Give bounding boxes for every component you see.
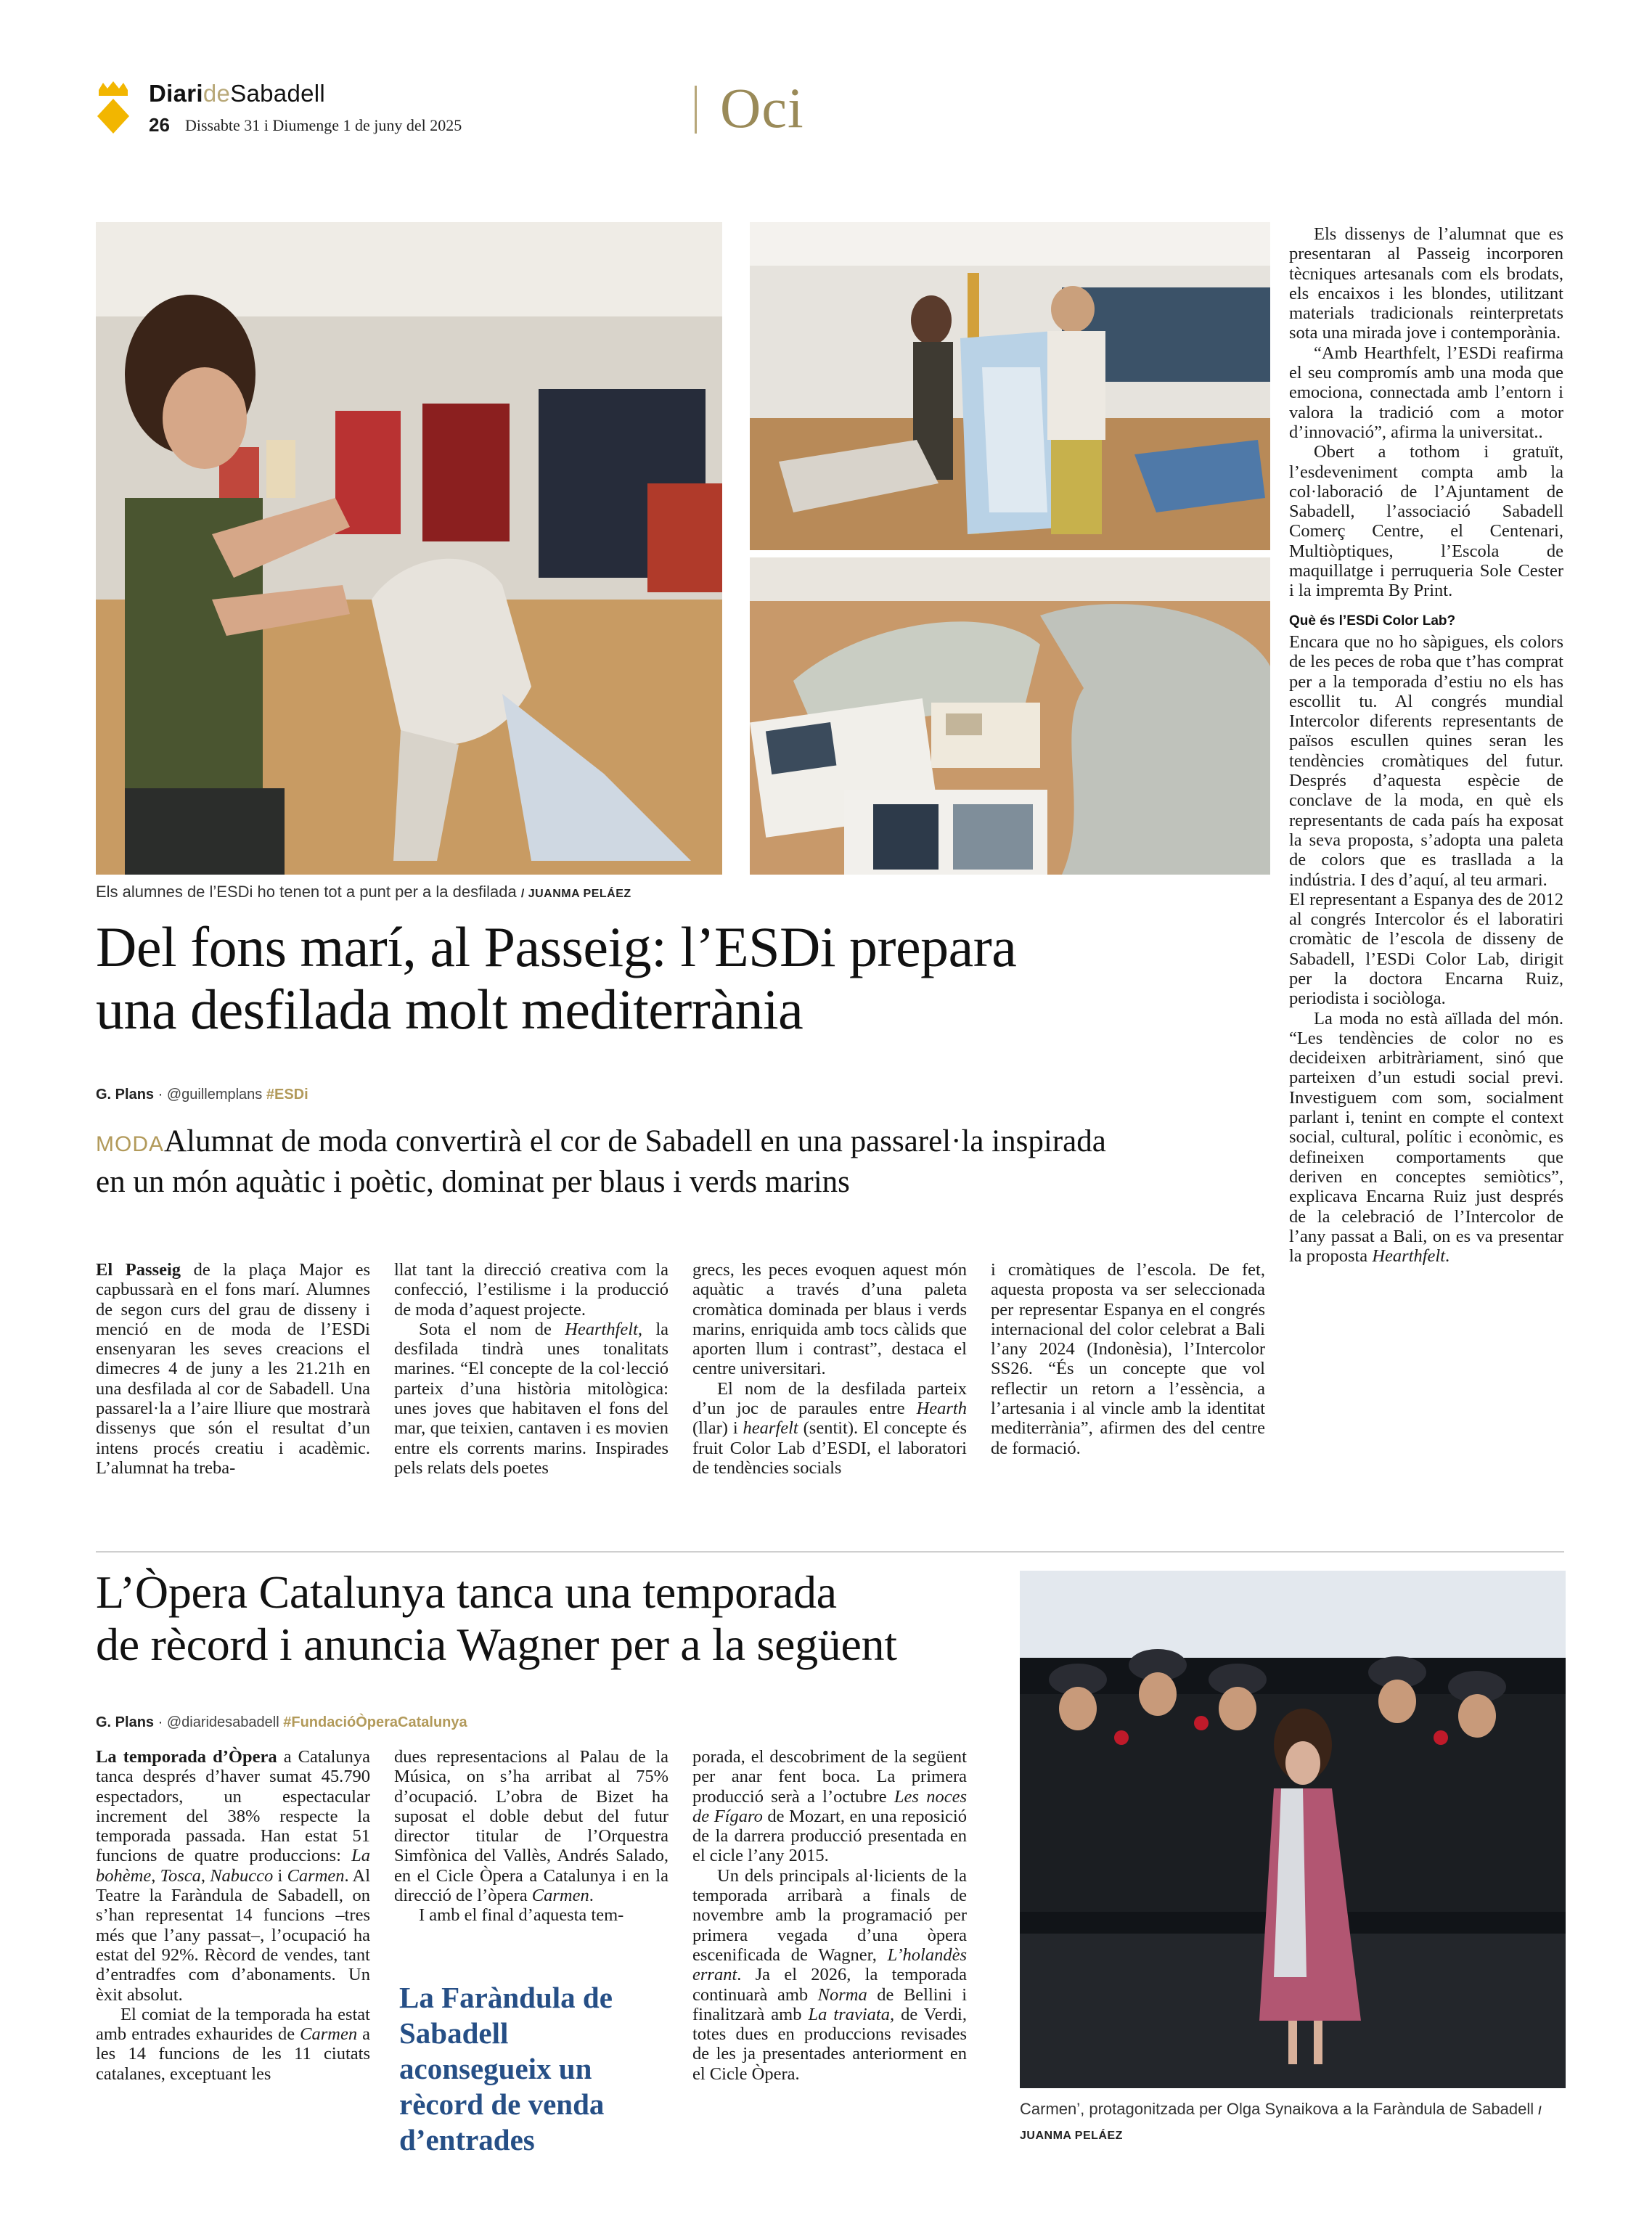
hashtag[interactable]: #FundacióÒperaCatalunya [283,1714,467,1730]
paragraph-text: (sentit). El concepte és fruit Color Lab d’ESDI, el laboratori de tendències socials [692,1418,967,1478]
lead-in: La temporada d’Òpera [96,1747,277,1767]
author-name: G. Plans [96,1087,155,1103]
paragraph-text: a les 14 funcions de les 11 ciutats catalanes, exceptuant les [96,2024,370,2084]
issue-date: Dissabte 31 i Diumenge 1 de juny del 2025 [185,116,462,134]
paragraph-text: Un dels principals al·licients de la temporada arribarà a finals de novembre amb la programació per primera vegada d’una òpera escenificada de Wagner, [692,1865,967,1965]
separator-text: , [200,1865,210,1886]
headline-line-1: L’Òpera Catalunya tanca una temporada [96,1566,837,1618]
paragraph [394,1747,668,1905]
italic-title: Norma [817,1984,867,2005]
italic-title: La bohème [96,1846,370,1886]
paragraph-text: (llar) i [692,1418,743,1439]
italic-title: Carmen [287,1865,345,1886]
paragraph [692,1747,967,1866]
photo-caption [1020,2098,1566,2147]
paragraph: El representant a Espanya des de 2012 al congrés Intercolor és el laboratiri cromàtic de l’escola de disseny de Sabadell, l’ESDi Color Lab, dirigit per la doctora Encarna Ruiz, periodista i sociòloga. [1289,889,1563,1009]
article-dek [96,1123,1141,1201]
paragraph: I amb el final d’aquesta tem- [419,1905,624,1926]
paragraph [692,1866,967,2084]
section-title: Oci [720,76,804,139]
header-divider [695,86,697,134]
article-headline [96,916,1228,1041]
page-number: 26 [149,114,170,136]
side-column [1289,224,1563,1266]
italic-word: Hearth [916,1399,967,1419]
article2-headline [96,1566,996,1671]
paragraph [692,1379,967,1478]
headline-line-2: una desfilada molt mediterrània [96,978,803,1041]
paragraph [394,1320,668,1478]
paragraph: Obert a tothom i gratuït, l’esdeveniment compta amb la col·laboració de l’Ajuntament de Sabadell, l’associació Sabadell Comerç Centre, el Centenari, Multiòptiques, l’Escola de maquillatge i perruqueria Sole Cester i la impremta By Print. [1289,442,1563,601]
paragraph-text: La moda no està aïllada del món. “Les tendències de color no es decideixen arbitràriament, sinó que parteixen d’un estudi social previ. Investiguem com som, socialment parlant i, tenint en compte el context social, cultural, polític i econòmic, es defineixen comportaments que deriven en conceptes semiòtics”, explicava Encarna Ruiz just després de la celebració de l’Intercolor de l’any passat a Bali, on es va presentar la proposta [1289,1008,1563,1267]
paragraph-text: a Catalunya tanca després d’haver sumat 45.790 espectadors, un espectacular increment del 38% respecte la temporada passada. Han estat 51 funcions de quatre produccions: [96,1747,371,1866]
italic-word: hearfelt [743,1418,798,1439]
italic-title: Carmen [300,2024,358,2045]
byline [96,1714,467,1731]
headline-line-2: de rècord i anuncia Wagner per a la següent [96,1619,897,1670]
paragraph-text: , la desfilada tindrà unes tonalitats marines. “El concepte de la col·lecció parteix d’una història mitològica: unes joves que habitaven el fons del mar, que teixien, cantaven i es movien entre els corrents marins. Inspirades pels relats dels poetes [394,1319,669,1478]
author-name: G. Plans [96,1714,155,1730]
author-handle[interactable]: @diaridesabadell [166,1714,279,1730]
paragraph: Encara que no ho sàpigues, els colors de les peces de roba que t’has comprat per a la temporada d’estiu no els has escollit tu. Al congrés mundial Intercolor diferents representants de països escullen quines seran les tendències cromàtiques del futur. Després d’aquesta espècie de conclave de la moda, en què els representants de cada país ha exposat la seva proposta, s’adopta una paleta de colors que es trasllada a la indústria. I des d’aquí, al teu armari. [1289,631,1563,890]
italic-title: Nabucco [210,1865,274,1886]
italic-title: Carmen [531,1886,589,1906]
paragraph-text: . Al Teatre la Faràndula de Sabadell, on s’han representat 14 funcions –tres més que l’any passat–, l’ocupació ha estat del 92%. Rècord de vendes, tant d’entradfes com d’abonaments. Un èxit absolut. [96,1865,371,2005]
brand-light: de [203,80,231,107]
paragraph-text: de Verdi, totes dues en produccions revisades de les ja presentades anteriorment en el Cicle Òpera. [692,2004,967,2084]
body-column-3 [692,1260,967,1478]
italic-title: Hearthfelt [1372,1246,1446,1267]
subheading: Què és l’ESDi Color Lab? [1289,613,1456,629]
photo-sketchbook-fabrics [750,557,1270,875]
byline-dot: · [158,1087,163,1103]
photo-opera-carmen [1020,1571,1566,2088]
italic-title: La traviata, [808,2004,895,2024]
paragraph-text: de la plaça Major es capbussarà en el fons marí. Alumnes de segon curs del grau de disseny i menció en de moda de l’ESDi ensenyaran les seves creacions el dimecres 4 de juny a les 21.21h en una desfilada al cor de Sabadell. Una passarel·la a l’aire lliure que mostrarà dissenys que són el resultat d’un intens procés creatiu i acadèmic. L’alumnat ha treba- [96,1260,370,1478]
paragraph-text: de Bellini i finalitzarà amb [692,1984,968,2024]
photo-caption [96,880,735,905]
photo-credit: / JUANMA PELÁEZ [520,888,631,900]
article2-column-2 [394,1747,668,1926]
paragraph-text: . [589,1886,594,1906]
paragraph-text: porada, el descobriment de la següent per anar fent boca. La primera producció serà a l’octubre [692,1747,967,1807]
byline-dot: · [158,1714,163,1730]
separator-text: , [151,1865,160,1886]
paragraph [96,2005,370,2084]
paragraph-text: El comiat de la temporada ha estat amb entrades exhaurides de [96,2004,370,2045]
separator-text: i [273,1865,287,1886]
pull-quote: La Faràndula de Sabadell aconsegueix un rècord de venda d’entrades [399,1981,613,2156]
newspaper-logo-icon [96,80,131,134]
paragraph-text: Sota el nom de [419,1319,565,1339]
article2-column-1 [96,1747,370,2084]
paragraph-text: . [1445,1246,1450,1267]
italic-title: L’holandès errant [692,1944,967,1985]
paragraph-text: dues representacions al Palau de la Música, on s’ha arribat al 75% d’ocupació. L’obra de Bizet ha suposat el doble debut del futur director titular de l’Orquestra Simfònica del Vallès, Andrés Salado, en el Cicle Òpera a Catalunya i en la direcció de l’òpera [394,1747,668,1906]
brand-bold: Diari [149,80,203,107]
paragraph: Els dissenys de l’alumnat que es presentaran al Passeig incorporen tècniques artesanals com els brodats, els encaixos i les blondes, utilitzant materials tradicionals reinterpretats sota una mirada jove i contemporània. [1289,224,1563,343]
paragraph [1289,1009,1563,1267]
byline [96,1087,308,1103]
lead-in: El Passeig [96,1260,181,1280]
paragraph: llat tant la direcció creativa com la confecció, l’estilisme i la producció de moda d’aquest projecte. [394,1260,668,1320]
paragraph: “Amb Hearthfelt, l’ESDi reafirma el seu compromís amb una moda que emociona, connectada amb l’entorn i valora la tradició com a motor d’innovació”, afirma la universitat.. [1289,343,1563,442]
caption-text: Carmen’, protagonitzada per Olga Synaikova a la Faràndula de Sabadell [1020,2100,1534,2118]
dek-text: Alumnat de moda convertirà el cor de Sabadell en una passarel·la inspirada en un món aquàtic i poètic, dominat per blaus i verds marins [96,1124,1106,1199]
headline-line-1: Del fons marí, al Passeig: l’ESDi prepara [96,915,1017,978]
paragraph [96,1260,370,1478]
caption-text: Els alumnes de l’ESDi ho tenen tot a punt per a la desfilada [96,883,517,901]
article-separator [96,1551,1564,1553]
photo-workshop-fitting [750,222,1270,550]
paragraph-text: . Ja el 2026, la temporada continuarà amb [692,1965,967,2005]
section-kicker: MODA [96,1132,164,1156]
paragraph-text: El nom de la desfilada parteix d’un joc de paraules entre [692,1378,967,1419]
author-handle[interactable]: @guillemplans [166,1087,263,1103]
hashtag[interactable]: #ESDi [266,1087,308,1103]
photo-credit: / JUANMA PELÁEZ [1020,2105,1542,2142]
italic-title: Les noces de Fígaro [692,1786,967,1826]
paragraph-text: de Mozart, en una reposició de la darrera producció presentada en el cicle l’any 2015. [692,1806,967,1866]
brand-rest: Sabadell [230,80,326,107]
main-photo-student-garment [96,222,722,875]
italic-title: Tosca [160,1865,201,1886]
article2-column-3 [692,1747,967,2084]
publication-name [149,80,325,107]
paragraph: i cromàtiques de l’escola. De fet, aquesta proposta va ser seleccionada per representar Espanya en el congrés internacional del color celebrat a Bali l’any 2024 (Indonèsia), l’Intercolor SS26. “És un concepte que vol reflectir un retorn a l’essència, a l’artesania i al vincle amb la identitat mediterrània”, afirmen des del centre de formació. [991,1260,1265,1458]
italic-title: Hearthfelt [565,1319,638,1339]
body-column-4 [991,1260,1265,1458]
body-column-2 [394,1260,668,1478]
paragraph [96,1747,370,2005]
paragraph: grecs, les peces evoquen aquest món aquàtic a través d’una paleta cromàtica dominada per blaus i verds marins, enriquida amb tocs càlids que aporten llum i contrast”, destaca el centre universitari. [692,1260,967,1379]
body-column-1 [96,1260,370,1478]
